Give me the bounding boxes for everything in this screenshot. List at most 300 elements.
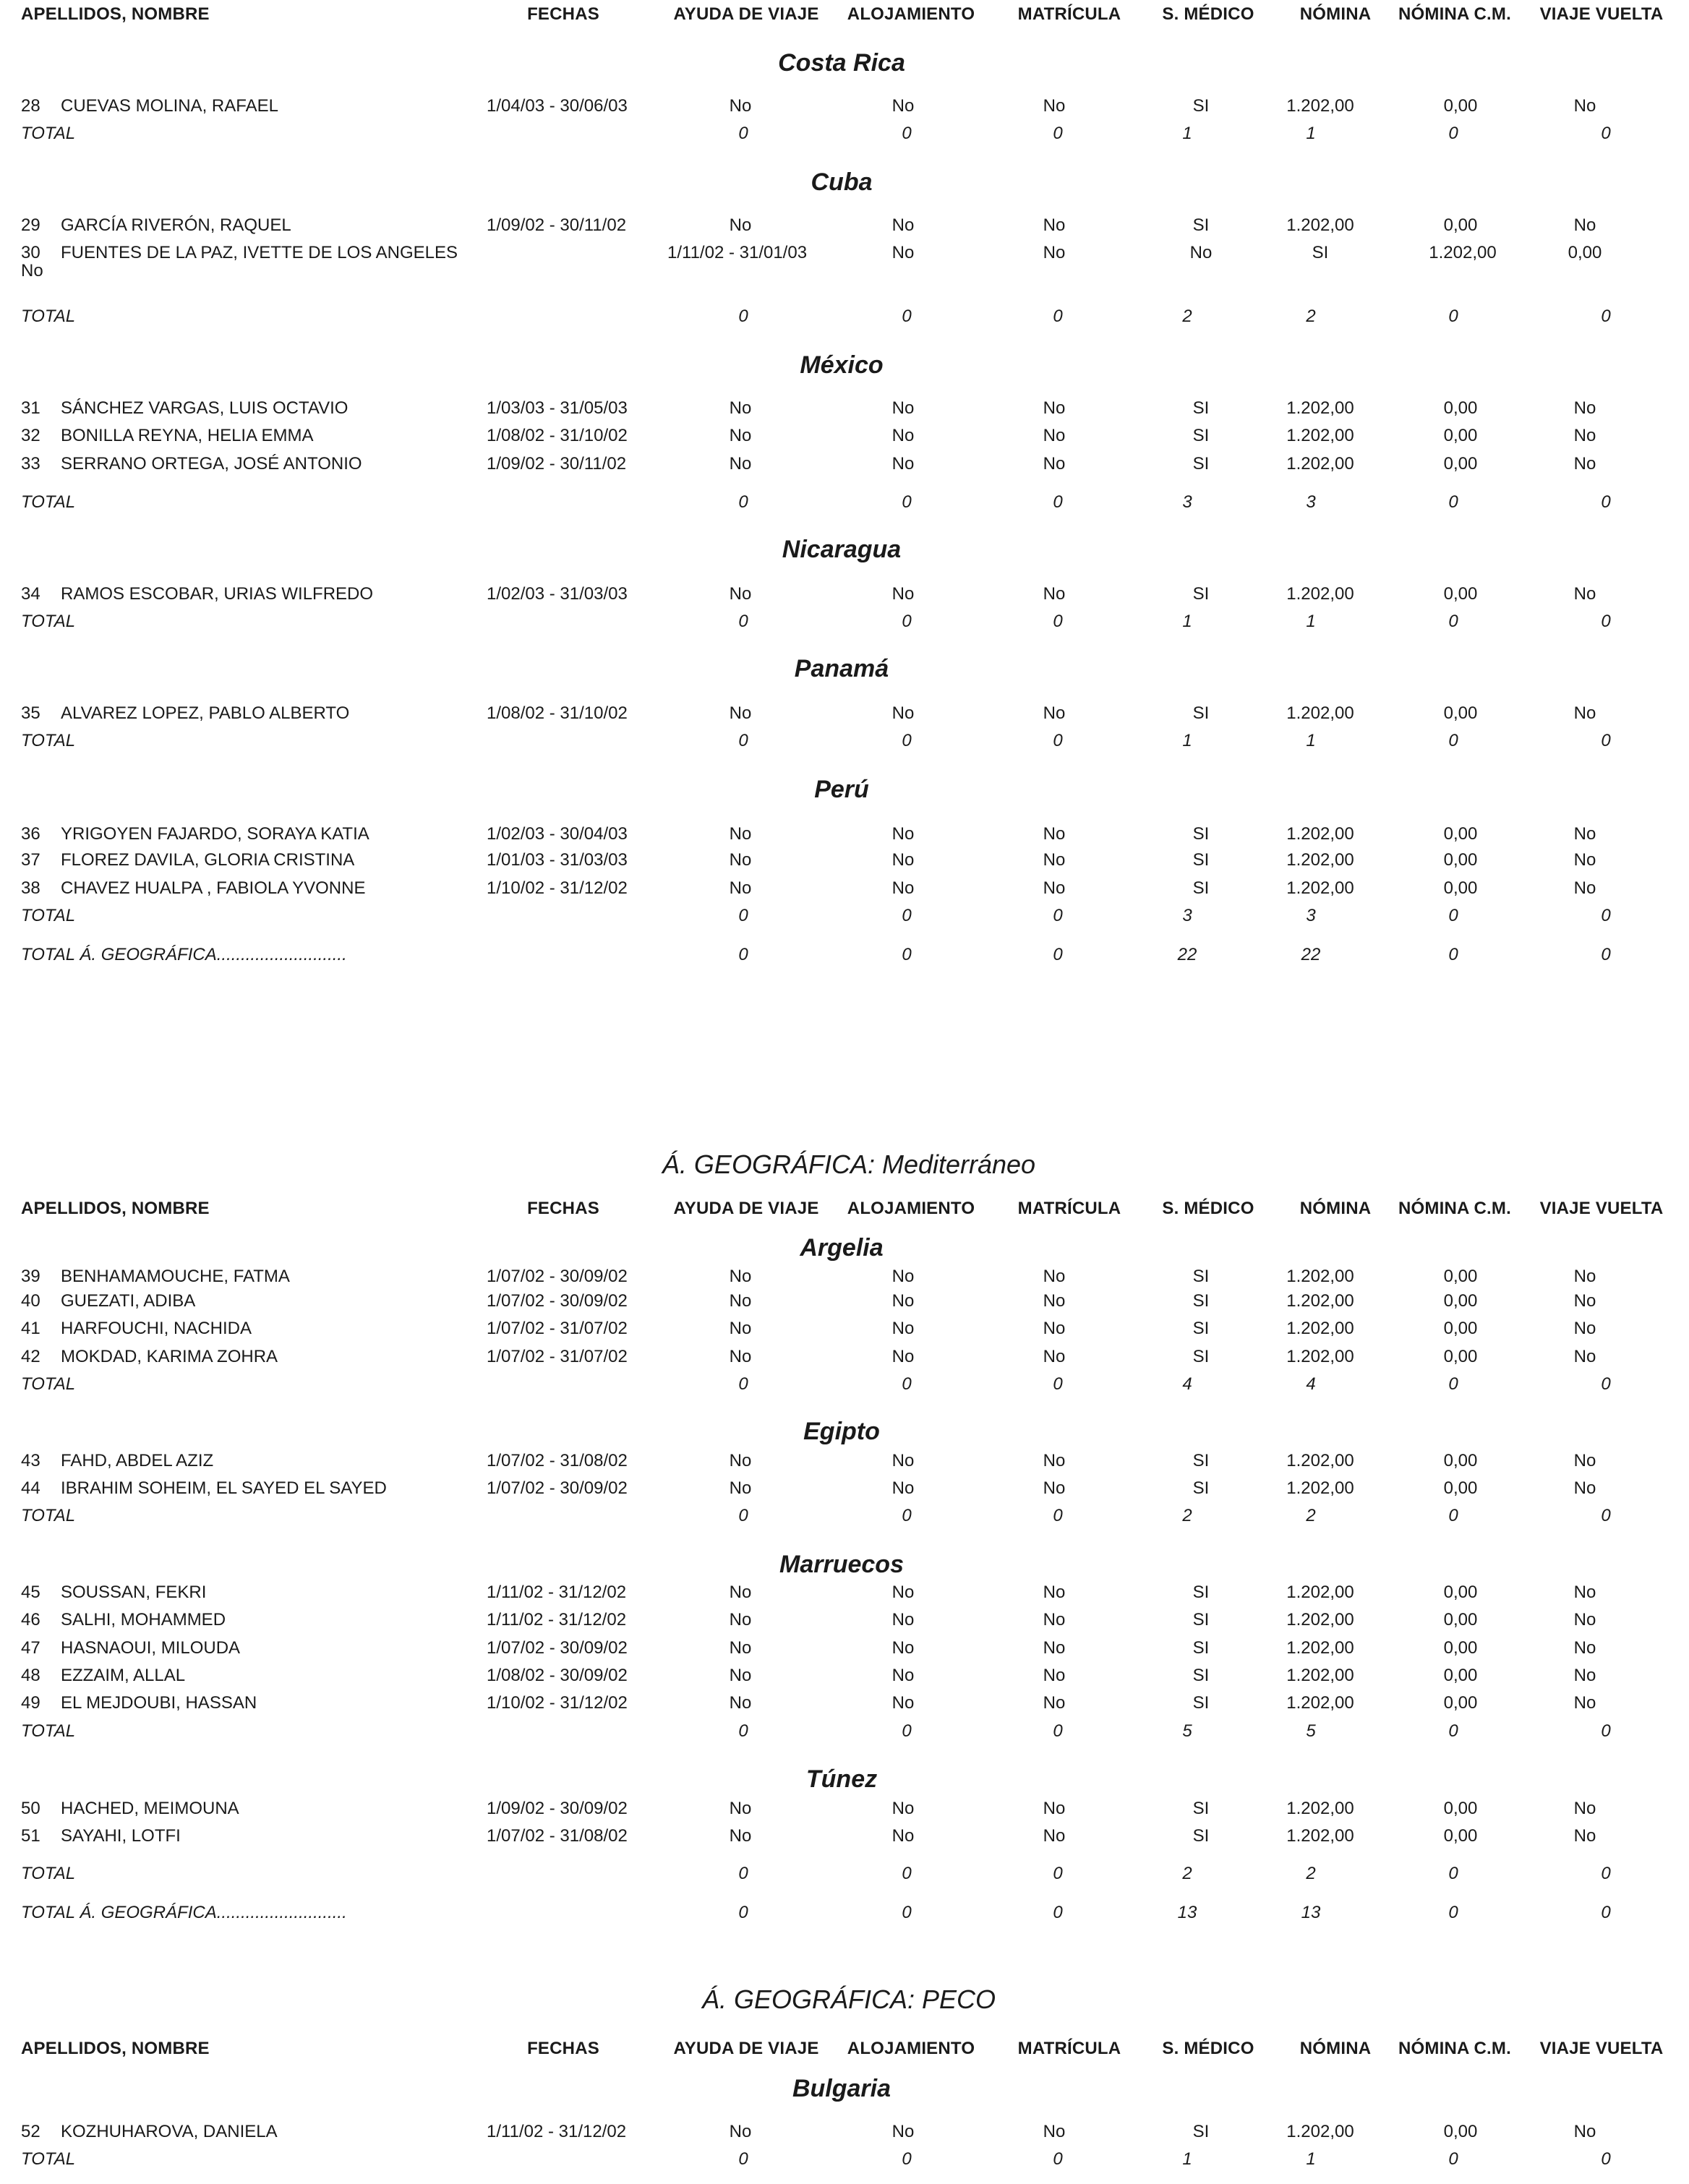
row-smed: SI	[1192, 1610, 1210, 1630]
row-name: SÁNCHEZ VARGAS, LUIS OCTAVIO	[61, 398, 349, 418]
col-header-viaje: VIAJE VUELTA	[1539, 2039, 1664, 2058]
row-aloj: No	[891, 1799, 915, 1818]
row-ayuda: No	[729, 1610, 752, 1630]
row-number: 45	[21, 1583, 40, 1602]
row-name: CHAVEZ HUALPA , FABIOLA YVONNE	[61, 878, 366, 898]
col-header-fechas: FECHAS	[527, 1199, 599, 1218]
col-header-ayuda: AYUDA DE VIAJE	[673, 1199, 819, 1218]
row-aloj: No	[891, 824, 915, 844]
row-viaje: No	[1573, 1799, 1596, 1818]
total-value: 0	[738, 612, 748, 631]
row-ayuda: No	[729, 96, 752, 116]
total-value: 0	[1448, 612, 1458, 631]
row-nomcm: 0,00	[1443, 1267, 1478, 1286]
row-number: 43	[21, 1451, 40, 1470]
total-value: 0	[1601, 1721, 1611, 1741]
total-value: 1	[1182, 731, 1192, 750]
row-smed: SI	[1192, 1583, 1210, 1602]
row-number: 34	[21, 584, 40, 604]
row-nomina: 1.202,00	[1286, 1267, 1354, 1286]
col-header-smedico: S. MÉDICO	[1162, 2039, 1254, 2058]
row-viaje: No	[1573, 1693, 1596, 1713]
row-nomcm: 0,00	[1443, 1666, 1478, 1685]
row-smed: SI	[1192, 398, 1210, 418]
total-value: 1	[1182, 124, 1192, 143]
row-fechas: 1/07/02 - 31/07/02	[487, 1347, 628, 1366]
total-value: 0	[1053, 1721, 1063, 1741]
total-value: 0	[1601, 1864, 1611, 1883]
row-ayuda: No	[729, 1799, 752, 1818]
row-matr: No	[1043, 1583, 1066, 1602]
row-viaje: No	[1573, 96, 1596, 116]
row-aloj: No	[891, 1610, 915, 1630]
row-aloj: No	[891, 1267, 915, 1286]
row-viaje: No	[1573, 1583, 1596, 1602]
total-value: 0	[902, 307, 912, 326]
row-fechas: 1/11/02 - 31/12/02	[487, 1610, 627, 1630]
row-nomina: 1.202,00	[1286, 1610, 1354, 1630]
total-value: 0	[1053, 1506, 1063, 1525]
total-value: 0	[1601, 1374, 1611, 1394]
col-header-fechas: FECHAS	[527, 2039, 599, 2058]
row-aloj: No	[891, 584, 915, 604]
row-name: FAHD, ABDEL AZIZ	[61, 1451, 214, 1470]
country-heading: Nicaragua	[782, 536, 902, 563]
total-value: 0	[738, 1721, 748, 1741]
area-total-label: TOTAL Á. GEOGRÁFICA...........................	[21, 1903, 347, 1922]
row-aloj: No	[1043, 243, 1066, 262]
total-value: 0	[1448, 2149, 1458, 2169]
row-ayuda: No	[729, 703, 752, 723]
row-nomcm: 0,00	[1443, 1319, 1478, 1338]
row-fechas: 1/02/03 - 31/03/03	[487, 584, 628, 604]
row-name: SALHI, MOHAMMED	[61, 1610, 226, 1630]
row-fechas: 1/08/02 - 31/10/02	[487, 426, 628, 445]
total-value: 0	[1601, 906, 1611, 925]
row-ayuda: No	[729, 878, 752, 898]
row-viaje: No	[1573, 1347, 1596, 1366]
row-nomcm: 0,00	[1443, 1799, 1478, 1818]
total-value: 0	[1053, 492, 1063, 512]
row-nomina: 1.202,00	[1286, 1583, 1354, 1602]
country-heading: Panamá	[794, 655, 889, 682]
total-value: 0	[1448, 1374, 1458, 1394]
row-nomina: 1.202,00	[1286, 824, 1354, 844]
row-viaje: No	[1573, 1666, 1596, 1685]
area-total-value: 0	[738, 945, 748, 964]
total-value: 0	[902, 124, 912, 143]
area-total-label: TOTAL Á. GEOGRÁFICA...........................	[21, 945, 347, 964]
row-nomcm: 0,00	[1443, 1638, 1478, 1658]
total-label: TOTAL	[21, 492, 76, 512]
row-number: 46	[21, 1610, 40, 1630]
total-value: 0	[1053, 731, 1063, 750]
row-nomcm: 0,00	[1443, 1347, 1478, 1366]
country-heading: Argelia	[800, 1234, 884, 1262]
row-aloj: No	[891, 454, 915, 474]
row-matr: No	[1043, 1267, 1066, 1286]
col-header-ayuda: AYUDA DE VIAJE	[673, 4, 819, 24]
total-value: 0	[1448, 906, 1458, 925]
row-matr: No	[1043, 1666, 1066, 1685]
row-smed: SI	[1312, 243, 1329, 262]
row-ayuda: No	[729, 1583, 752, 1602]
total-label: TOTAL	[21, 124, 76, 143]
row-nomina: 1.202,00	[1286, 1638, 1354, 1658]
total-value: 0	[902, 1506, 912, 1525]
row-matr: No	[1043, 96, 1066, 116]
row-nomcm: 0,00	[1443, 215, 1478, 235]
row-fechas: 1/04/03 - 30/06/03	[487, 96, 628, 116]
total-value: 0	[1053, 124, 1063, 143]
row-viaje: No	[1573, 1638, 1596, 1658]
row-smed: SI	[1192, 1478, 1210, 1498]
row-matr: No	[1043, 1478, 1066, 1498]
row-viaje: No	[1573, 1826, 1596, 1846]
row-number: 37	[21, 850, 40, 870]
total-value: 1	[1306, 124, 1316, 143]
row-name: KOZHUHAROVA, DANIELA	[61, 2122, 278, 2141]
row-fechas: 1/01/03 - 31/03/03	[487, 850, 628, 870]
row-aloj: No	[891, 1826, 915, 1846]
row-smed: SI	[1192, 426, 1210, 445]
row-ayuda: No	[729, 1666, 752, 1685]
row-viaje: No	[1573, 1478, 1596, 1498]
total-value: 0	[738, 1374, 748, 1394]
row-fechas: 1/09/02 - 30/11/02	[487, 215, 627, 235]
row-aloj: No	[891, 1478, 915, 1498]
row-viaje: No	[1573, 824, 1596, 844]
area-total-value: 22	[1301, 945, 1321, 964]
total-value: 3	[1182, 906, 1192, 925]
row-viaje: No	[1573, 850, 1596, 870]
area-total-value: 13	[1301, 1903, 1321, 1922]
row-matr: No	[1043, 1610, 1066, 1630]
row-matr: No	[1043, 850, 1066, 870]
total-value: 2	[1182, 1506, 1192, 1525]
country-heading: Cuba	[811, 168, 873, 196]
row-aloj: No	[891, 398, 915, 418]
row-nomina: 1.202,00	[1286, 1693, 1354, 1713]
row-aloj: No	[891, 1666, 915, 1685]
row-number: 36	[21, 824, 40, 844]
total-value: 0	[1601, 307, 1611, 326]
row-fechas: 1/10/02 - 31/12/02	[487, 1693, 628, 1713]
total-value: 0	[902, 1721, 912, 1741]
row-aloj: No	[891, 96, 915, 116]
col-header-matricula: MATRÍCULA	[1017, 2039, 1121, 2058]
total-label: TOTAL	[21, 612, 76, 631]
row-number: 49	[21, 1693, 40, 1713]
total-label: TOTAL	[21, 1506, 76, 1525]
row-matr: No	[1043, 1319, 1066, 1338]
row-nomcm: 0,00	[1443, 2122, 1478, 2141]
row-fechas: 1/11/02 - 31/12/02	[487, 1583, 627, 1602]
row-matr: No	[1043, 1347, 1066, 1366]
area-total-value: 0	[1448, 1903, 1458, 1922]
row-nomina: 1.202,00	[1286, 96, 1354, 116]
row-name: BONILLA REYNA, HELIA EMMA	[61, 426, 314, 445]
col-header-alojamiento: ALOJAMIENTO	[847, 4, 975, 24]
row-name: HARFOUCHI, NACHIDA	[61, 1319, 252, 1338]
row-matr: No	[1043, 215, 1066, 235]
row-smed: SI	[1192, 96, 1210, 116]
row-aloj: No	[891, 426, 915, 445]
row-number: 31	[21, 398, 40, 418]
row-number: 32	[21, 426, 40, 445]
col-header-alojamiento: ALOJAMIENTO	[847, 1199, 975, 1218]
row-viaje: No	[1573, 584, 1596, 604]
col-header-alojamiento: ALOJAMIENTO	[847, 2039, 975, 2058]
total-value: 1	[1306, 612, 1316, 631]
row-aloj: No	[891, 1693, 915, 1713]
total-value: 0	[738, 492, 748, 512]
row-name: RAMOS ESCOBAR, URIAS WILFREDO	[61, 584, 374, 604]
total-value: 0	[1601, 124, 1611, 143]
area-total-value: 0	[902, 1903, 912, 1922]
row-fechas: 1/07/02 - 31/07/02	[487, 1319, 628, 1338]
row-fechas: 1/08/02 - 30/09/02	[487, 1666, 628, 1685]
row-fechas: 1/09/02 - 30/11/02	[487, 454, 627, 474]
row-number: 38	[21, 878, 40, 898]
row-number: 28	[21, 96, 40, 116]
row-smed: SI	[1192, 878, 1210, 898]
row-nomcm: 0,00	[1443, 398, 1478, 418]
row-fechas: 1/07/02 - 30/09/02	[487, 1638, 628, 1658]
row-viaje: No	[1573, 2122, 1596, 2141]
row-nomina: 1.202,00	[1286, 1478, 1354, 1498]
col-header-nomina: NÓMINA	[1299, 1199, 1372, 1218]
row-smed: SI	[1192, 824, 1210, 844]
total-value: 2	[1306, 1864, 1316, 1883]
row-ayuda: No	[729, 1267, 752, 1286]
row-nomcm: 0,00	[1443, 426, 1478, 445]
row-matr: No	[1043, 703, 1066, 723]
row-ayuda: No	[729, 584, 752, 604]
row-ayuda: No	[729, 824, 752, 844]
row-matr: No	[1043, 1693, 1066, 1713]
row-number: 48	[21, 1666, 40, 1685]
total-value: 5	[1182, 1721, 1192, 1741]
row-nomina: 1.202,00	[1286, 2122, 1354, 2141]
area-total-value: 13	[1177, 1903, 1197, 1922]
row-fechas: 1/10/02 - 31/12/02	[487, 878, 628, 898]
row-number: 47	[21, 1638, 40, 1658]
row-nomcm: 0,00	[1443, 1291, 1478, 1311]
total-label: TOTAL	[21, 2149, 76, 2169]
row-name: GARCÍA RIVERÓN, RAQUEL	[61, 215, 291, 235]
total-value: 0	[738, 124, 748, 143]
area-total-value: 0	[1601, 945, 1611, 964]
total-value: 2	[1182, 307, 1192, 326]
row-nomina: 1.202,00	[1286, 584, 1354, 604]
total-value: 1	[1182, 2149, 1192, 2169]
row-ayuda: No	[729, 1451, 752, 1470]
row-matr: No	[1189, 243, 1213, 262]
total-value: 4	[1306, 1374, 1316, 1394]
col-header-viaje: VIAJE VUELTA	[1539, 4, 1664, 24]
total-value: 0	[902, 731, 912, 750]
row-smed: SI	[1192, 1799, 1210, 1818]
row-viaje: No	[1573, 878, 1596, 898]
row-viaje: No	[1573, 1451, 1596, 1470]
row-matr: No	[1043, 824, 1066, 844]
row-name: FUENTES DE LA PAZ, IVETTE DE LOS ANGELES	[61, 243, 458, 262]
row-ayuda: No	[729, 1319, 752, 1338]
col-header-nomina: NÓMINA	[1299, 4, 1372, 24]
row-viaje: No	[1573, 215, 1596, 235]
total-value: 2	[1306, 1506, 1316, 1525]
total-value: 0	[902, 1374, 912, 1394]
col-header-smedico: S. MÉDICO	[1162, 1199, 1254, 1218]
row-smed: SI	[1192, 1826, 1210, 1846]
row-nomcm: 0,00	[1443, 824, 1478, 844]
row-fechas: 1/03/03 - 31/05/03	[487, 398, 628, 418]
total-value: 0	[1053, 2149, 1063, 2169]
row-nomina: 1.202,00	[1286, 1291, 1354, 1311]
row-smed: SI	[1192, 1693, 1210, 1713]
row-nomina: 1.202,00	[1286, 426, 1354, 445]
row-ayuda: No	[729, 454, 752, 474]
total-value: 0	[1053, 612, 1063, 631]
total-value: 0	[1448, 307, 1458, 326]
total-label: TOTAL	[21, 1721, 76, 1741]
row-fechas: 1/08/02 - 31/10/02	[487, 703, 628, 723]
row-smed: SI	[1192, 584, 1210, 604]
row-aloj: No	[891, 1319, 915, 1338]
row-smed: SI	[1192, 1319, 1210, 1338]
total-value: 0	[1601, 612, 1611, 631]
total-value: 0	[902, 492, 912, 512]
row-number: 39	[21, 1267, 40, 1286]
row-name: SOUSSAN, FEKRI	[61, 1583, 207, 1602]
area-total-value: 0	[1053, 945, 1063, 964]
row-aloj: No	[891, 215, 915, 235]
total-value: 0	[738, 731, 748, 750]
row-viaje: No	[1573, 398, 1596, 418]
total-value: 3	[1306, 492, 1316, 512]
row-ayuda: No	[729, 1347, 752, 1366]
row-aloj: No	[891, 2122, 915, 2141]
row-viaje: No	[1573, 1267, 1596, 1286]
row-nomcm: 0,00	[1443, 96, 1478, 116]
col-header-name: APELLIDOS, NOMBRE	[21, 1199, 210, 1218]
row-aloj: No	[891, 1291, 915, 1311]
total-value: 0	[902, 612, 912, 631]
row-aloj: No	[891, 1583, 915, 1602]
row-ayuda: No	[729, 426, 752, 445]
row-nomina: 1.202,00	[1286, 215, 1354, 235]
row-name: ALVAREZ LOPEZ, PABLO ALBERTO	[61, 703, 350, 723]
row-ayuda: No	[729, 1693, 752, 1713]
row-nomcm: 0,00	[1443, 1610, 1478, 1630]
row-nomina: 1.202,00	[1286, 850, 1354, 870]
total-value: 0	[1601, 492, 1611, 512]
row-number: 40	[21, 1291, 40, 1311]
total-value: 2	[1182, 1864, 1192, 1883]
row-fechas: 1/07/02 - 30/09/02	[487, 1478, 628, 1498]
total-value: 5	[1306, 1721, 1316, 1741]
row-name: HACHED, MEIMOUNA	[61, 1799, 239, 1818]
row-name: SERRANO ORTEGA, JOSÉ ANTONIO	[61, 454, 362, 474]
total-value: 1	[1182, 612, 1192, 631]
country-heading: Bulgaria	[792, 2075, 891, 2102]
area-total-value: 0	[1448, 945, 1458, 964]
row-fechas: 1/09/02 - 30/09/02	[487, 1799, 628, 1818]
total-value: 3	[1306, 906, 1316, 925]
row-matr: No	[1043, 454, 1066, 474]
country-heading: Túnez	[805, 1765, 878, 1793]
row-name: HASNAOUI, MILOUDA	[61, 1638, 241, 1658]
row-viaje: No	[1573, 1319, 1596, 1338]
row-ayuda: No	[729, 1638, 752, 1658]
total-label: TOTAL	[21, 1374, 76, 1394]
row-aloj: No	[891, 1347, 915, 1366]
row-number: 42	[21, 1347, 40, 1366]
country-heading: Perú	[814, 776, 869, 803]
row-matr: No	[1043, 398, 1066, 418]
row-aloj: No	[891, 1451, 915, 1470]
total-value: 0	[1601, 2149, 1611, 2169]
col-header-viaje: VIAJE VUELTA	[1539, 1199, 1664, 1218]
area-total-value: 0	[1601, 1903, 1611, 1922]
area-total-value: 0	[1053, 1903, 1063, 1922]
total-value: 0	[1448, 731, 1458, 750]
row-viaje: No	[1573, 1610, 1596, 1630]
total-value: 0	[738, 307, 748, 326]
row-name: YRIGOYEN FAJARDO, SORAYA KATIA	[61, 824, 369, 844]
row-ayuda: No	[729, 215, 752, 235]
row-nomina: 1.202,00	[1286, 878, 1354, 898]
total-label: TOTAL	[21, 731, 76, 750]
row-matr: No	[1043, 1638, 1066, 1658]
country-heading: Marruecos	[779, 1551, 904, 1578]
total-value: 0	[902, 906, 912, 925]
total-value: 0	[1053, 307, 1063, 326]
row-matr: No	[1043, 1799, 1066, 1818]
row-smed: SI	[1192, 703, 1210, 723]
row-number: 33	[21, 454, 40, 474]
row-matr: No	[1043, 1451, 1066, 1470]
area-total-value: 22	[1177, 945, 1197, 964]
row-aloj: No	[891, 878, 915, 898]
row-nomina: 1.202,00	[1286, 1666, 1354, 1685]
row-number: 30	[21, 243, 40, 262]
total-value: 0	[1053, 1374, 1063, 1394]
row-smed: SI	[1192, 1451, 1210, 1470]
row-nomcm: 0,00	[1443, 1583, 1478, 1602]
row-ayuda: No	[729, 850, 752, 870]
row-fechas: 1/07/02 - 30/09/02	[487, 1291, 628, 1311]
row-matr: No	[1043, 584, 1066, 604]
row-nomina: 1.202,00	[1286, 1319, 1354, 1338]
total-label: TOTAL	[21, 1864, 76, 1883]
row-nomina: 1.202,00	[1286, 1799, 1354, 1818]
row-smed: SI	[1192, 454, 1210, 474]
row-name: GUEZATI, ADIBA	[61, 1291, 196, 1311]
row-nomcm: 0,00	[1443, 703, 1478, 723]
area-total-value: 0	[902, 945, 912, 964]
col-header-smedico: S. MÉDICO	[1162, 4, 1254, 24]
row-matr: No	[1043, 2122, 1066, 2141]
col-header-matricula: MATRÍCULA	[1017, 1199, 1121, 1218]
row-fechas: 1/07/02 - 31/08/02	[487, 1826, 628, 1846]
col-header-ayuda: AYUDA DE VIAJE	[673, 2039, 819, 2058]
col-header-fechas: FECHAS	[527, 4, 599, 24]
row-nomcm: 0,00	[1443, 1478, 1478, 1498]
row-fechas: 1/07/02 - 31/08/02	[487, 1451, 628, 1470]
row-viaje: No	[1573, 1291, 1596, 1311]
